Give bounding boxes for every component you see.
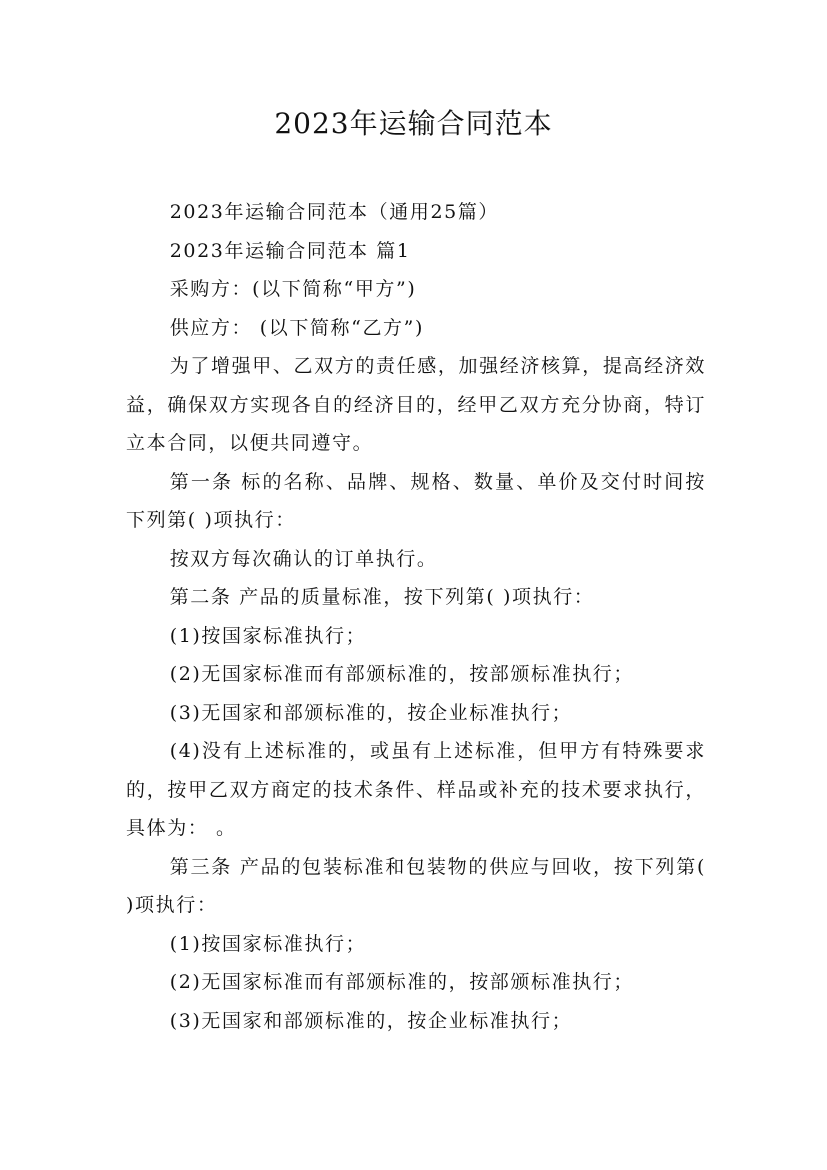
paragraph-supplier: 供应方： (以下简称“乙方”)	[169, 316, 424, 339]
paragraph-subtitle: 2023年运输合同范本（通用25篇）	[169, 201, 500, 223]
paragraph-buyer: 采购方：(以下简称“甲方”)	[169, 278, 417, 300]
paragraph-article-2: 第二条 产品的质量标准，按下列第( )项执行：	[169, 586, 595, 608]
paragraph-article-3: 第三条 产品的包装标准和包装物的供应与回收，按下列第( )项执行：	[126, 855, 706, 916]
paragraph-article-2-item-3: (3)无国家和部颁标准的，按企业标准执行；	[169, 701, 573, 724]
paragraph-article-3-item-2: (2)无国家标准而有部颁标准的，按部颁标准执行；	[169, 971, 635, 993]
paragraph-article-2-item-1: (1)按国家标准执行；	[169, 624, 367, 647]
paragraph-preamble: 为了增强甲、乙双方的责任感，加强经济核算，提高经济效益，确保双方实现各自的经济目的，经甲乙双方充分协商，特订立本合同，以便共同遵守。	[126, 355, 706, 454]
paragraph-article-2-item-2: (2)无国家标准而有部颁标准的，按部颁标准执行；	[169, 663, 635, 685]
paragraph-article-1-detail: 按双方每次确认的订单执行。	[169, 547, 438, 570]
paragraph-article-1: 第一条 标的名称、品牌、规格、数量、单价及交付时间按下列第( )项执行：	[126, 470, 706, 531]
document-title: 2023年运输合同范本	[274, 107, 553, 140]
document-body	[126, 193, 706, 1040]
paragraph-article-3-item-1: (1)按国家标准执行；	[169, 932, 367, 955]
paragraph-section-heading: 2023年运输合同范本 篇1	[169, 239, 411, 262]
paragraph-article-3-item-3: (3)无国家和部颁标准的，按企业标准执行；	[169, 1009, 573, 1032]
paragraph-article-2-item-4: (4)没有上述标准的，或虽有上述标准，但甲方有特殊要求的，按甲乙双方商定的技术条件、样品或补充的技术要求执行，具体为： 。	[126, 740, 706, 839]
